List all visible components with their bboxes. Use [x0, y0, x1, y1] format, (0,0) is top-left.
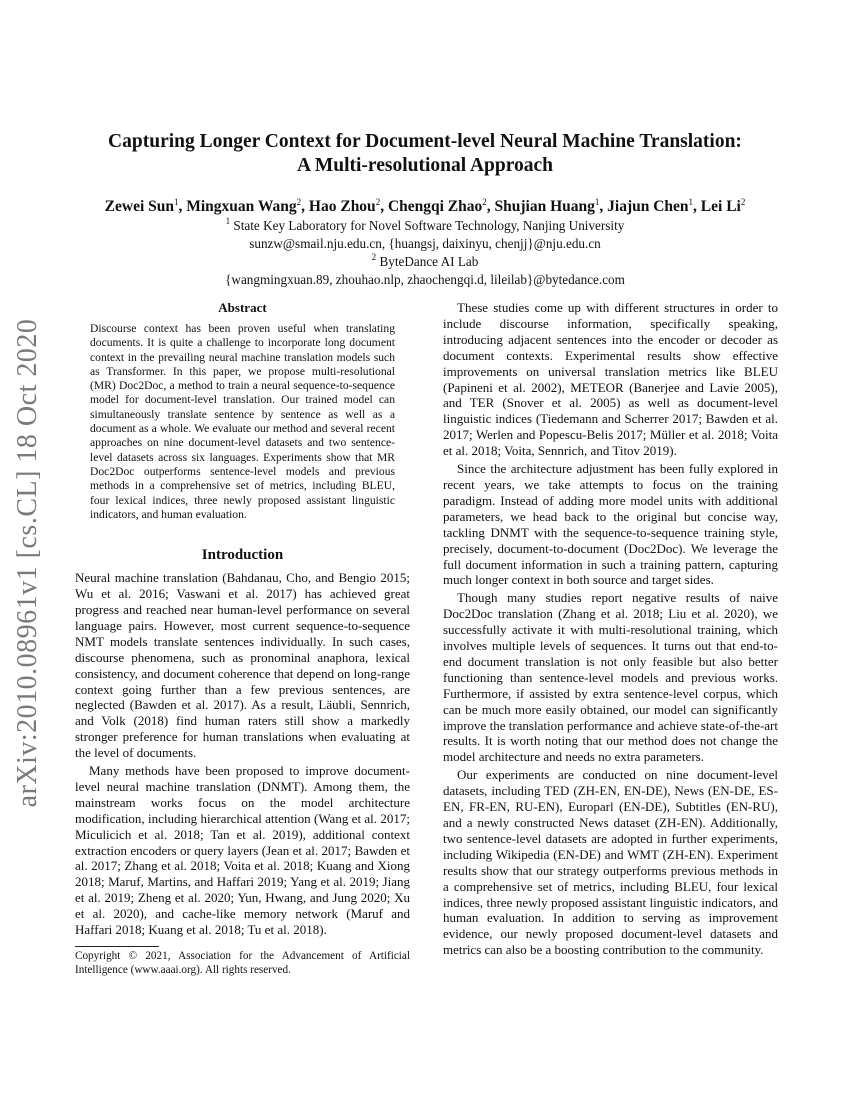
paper-title: [60, 130, 790, 178]
author: Lei Li$^2$: [700, 197, 746, 215]
affiliation-2: $^2$ ByteDance AI Lab: [371, 252, 479, 269]
affiliation-2-email: {wangmingxuan.89, zhouhao.nlp, zhaochengqi.d, lileilab}@bytedance.com: [225, 272, 625, 287]
introduction-heading: Introduction: [201, 547, 284, 564]
body-paragraph: Our experiments are conducted on nine document-level datasets, including TED (ZH-EN, EN-DE), News (EN-DE, ES-EN, FR-EN, RU-EN), Europarl (EN-DE), Subtitles (EN-RU), and a newly constructed News dataset (ZH-EN). Additionally, two sentence-level datasets are adopted in further experiments, including Wikipedia (EN-DE) and WMT (ZH-EN). Experiment results show that our strategy outperforms previous methods in a comprehensive set of metrics, including BLEU, four lexical indices, three newly proposed assistant linguistic indicators, and human evaluation. In addition to serving as improvement evidence, our newly proposed document-level datasets and metrics can also be a boosting contribution to the community.: [443, 767, 778, 958]
arxiv-identifier-stamp: arXiv:2010.08961v1 [cs.CL] 18 Oct 2020: [12, 318, 43, 808]
introduction-paragraph-2: Many methods have been proposed to improve document-level neural machine translation (DNMT). Among them, the mainstream works focus on the model architecture modification, including hierarchical attention (Wang et al. 2017; Miculicich et al. 2018; Tan et al. 2019), additional context extraction encoders or query layers (Jean et al. 2017; Bawden et al. 2017; Zhang et al. 2018; Voita et al. 2018; Kuang and Xiong 2018; Maruf, Martins, and Haffari 2019; Yang et al. 2019; Jiang et al. 2019; Zheng et al. 2020; Yun, Hwang, and Jung 2020; Xu et al. 2020), and cache-like memory network (Maruf and Haffari 2018; Kuang et al. 2018; Tu et al. 2018).: [75, 763, 410, 938]
introduction-paragraph-1: Neural machine translation (Bahdanau, Cho, and Bengio 2015; Wu et al. 2016; Vaswani et al. 2017) has achieved great progress and reached near human-level performance on several language pairs. However, most current sequence-to-sequence NMT models translate sentences individually. In such cases, discourse phenomena, such as pronominal anaphora, lexical consistency, and document coherence that depend on long-range context going further than a few previous sentences, are neglected (Bawden et al. 2017). As a result, Läubli, Sennrich, and Volk (2018) find human raters still show a markedly stronger preference for human translations when evaluating at the level of documents.: [75, 570, 410, 761]
title-line-2: A Multi-resolutional Approach: [296, 155, 554, 176]
left-column: [75, 300, 410, 977]
abstract-text: Discourse context has been proven useful when translating documents. It is quite a challenge to incorporate long document context in the prevailing neural machine translation models such as Transformer. In this paper, we propose multi-resolutional (MR) Doc2Doc, a method to train a neural sequence-to-sequence model for document-level translation. Our trained model can simultaneously translate sentence by sentence as well as a document as a whole. We evaluate our method and several recent approaches on nine document-level datasets and two sentence-level datasets across six languages. Experiments show that MR Doc2Doc outperforms sentence-level models and previous methods in a comprehensive set of metrics, including BLEU, four lexical indices, three newly proposed assistant linguistic indicators, and human evaluation.: [90, 322, 395, 521]
author: Mingxuan Wang$^2$: [186, 197, 302, 215]
author: Chengqi Zhao$^2$: [387, 197, 487, 215]
author: Shujian Huang$^1$: [494, 197, 600, 215]
title-line-1: Capturing Longer Context for Document-level Neural Machine Translation:: [108, 131, 742, 152]
author: Zewei Sun$^1$: [104, 197, 179, 215]
body-paragraph: Since the architecture adjustment has been fully explored in recent years, we take attempts to focus on the training paradigm. Instead of adding more model units with additional parameters, we head back to the original but concise way, tackling DNMT with the sequence-to-sequence training style, precisely, document-to-document (Doc2Doc). We leverage the full document information in such a training pattern, capturing much longer context in both source and target sides.: [443, 461, 778, 588]
author: Hao Zhou$^2$: [308, 197, 381, 215]
author-list: Zewei Sun$^1$, Mingxuan Wang$^2$, Hao Zhou$^2$, Chengqi Zhao$^2$, Shujian Huang$^1$, Jiajun Chen$^1$, Lei Li$^2$: [104, 197, 746, 215]
body-paragraph: These studies come up with different structures in order to include discourse information, specifically speaking, introducing adjacent sentences into the encoder or decoder as document contexts. Experimental results show effective improvements on universal translation metrics like BLEU (Papineni et al. 2002), METEOR (Banerjee and Lavie 2005), and TER (Snover et al. 2005) as well as document-level linguistic indices (Tiedemann and Scherrer 2017; Bawden et al. 2017; Werlen and Popescu-Belis 2017; Müller et al. 2018; Voita et al. 2018; Voita, Sennrich, and Titov 2019).: [443, 300, 778, 459]
abstract-heading: Abstract: [218, 300, 267, 315]
right-column: [443, 300, 778, 958]
author: Jiajun Chen$^1$: [607, 197, 694, 215]
footnote-divider: [75, 946, 159, 947]
copyright-footnote: Copyright © 2021, Association for the Advancement of Artificial Intelligence (www.aaai.org). All rights reserved.: [75, 950, 410, 976]
body-paragraph: Though many studies report negative results of naive Doc2Doc translation (Zhang et al. 2018; Liu et al. 2020), we successfully activate it with multi-resolutional training, which involves multiple levels of sequences. It turns out that end-to-end document translation is not only feasible but also better functioning than sentence-level models and previous works. Furthermore, if assisted by extra sentence-level corpus, which can be much more easily obtained, our model can significantly improve the translation performance and achieve state-of-the-art results. It is worth noting that our method does not change the model architecture and needs no extra parameters.: [443, 590, 778, 765]
affiliations: [60, 217, 790, 289]
affiliation-1-email: sunzw@smail.nju.edu.cn, {huangsj, daixinyu, chenjj}@nju.edu.cn: [249, 236, 601, 251]
affiliation-1: $^1$ State Key Laboratory for Novel Software Technology, Nanjing University: [225, 216, 625, 233]
